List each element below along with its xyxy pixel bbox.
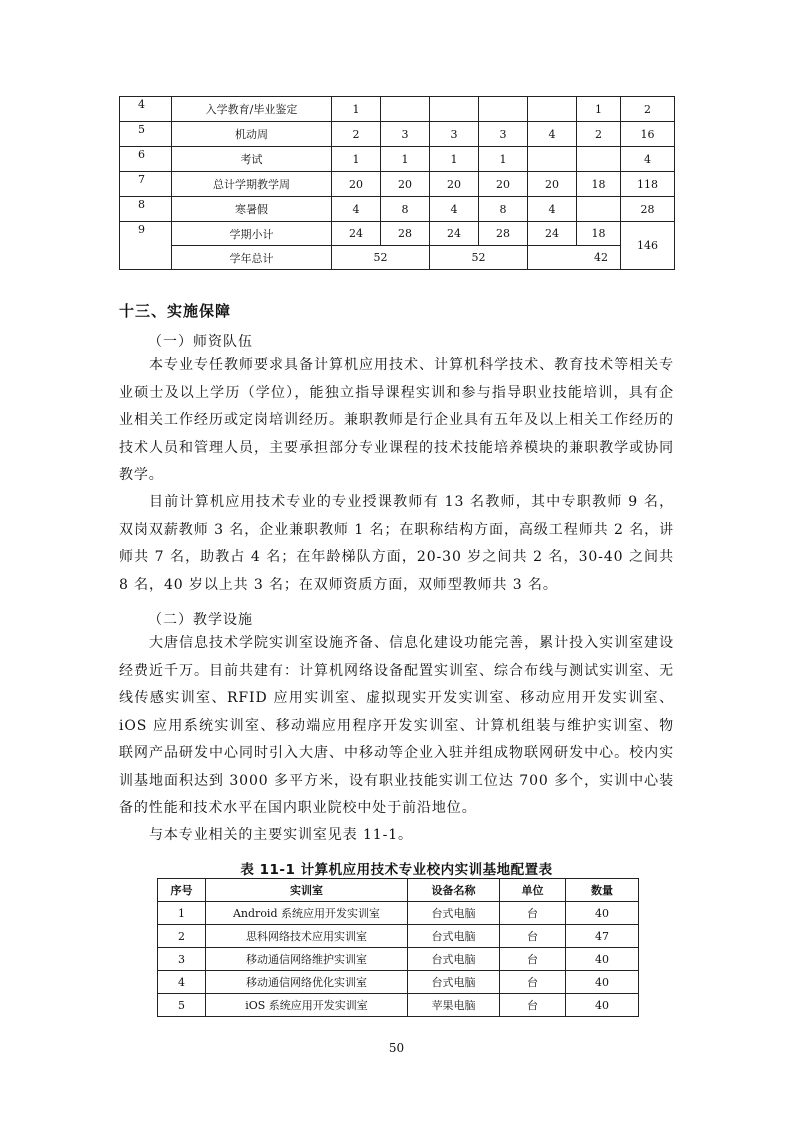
schedule-row (120, 222, 675, 246)
lab-cell: 40 (566, 971, 639, 994)
schedule-row (120, 172, 675, 197)
schedule-row (120, 97, 675, 122)
lab-cell: iOS 系统应用开发实训室 (206, 994, 408, 1017)
total-label: 学年总计 (172, 246, 332, 270)
lab-cell: 4 (158, 971, 206, 994)
section-title: 十三、实施保障 (119, 302, 232, 320)
lab-header: 数量 (566, 879, 639, 902)
lab-cell: 台式电脑 (408, 948, 500, 971)
grand-total: 146 (621, 222, 675, 270)
schedule-cell: 28 (479, 222, 528, 246)
schedule-cell: 20 (479, 172, 528, 197)
schedule-cell: 20 (430, 172, 479, 197)
lab-cell: 3 (158, 948, 206, 971)
row-item: 入学教育/毕业鉴定 (172, 97, 332, 122)
subsection-facilities: （二）教学设施 (148, 612, 253, 628)
schedule-cell (381, 97, 430, 122)
lab-cell: 思科网络技术应用实训室 (206, 925, 408, 948)
schedule-cell: 1 (332, 147, 381, 172)
schedule-cell: 4 (621, 147, 675, 172)
lab-row (158, 902, 639, 925)
schedule-cell: 24 (430, 222, 479, 246)
schedule-cell (577, 197, 621, 222)
year-total-row (120, 246, 675, 270)
schedule-cell: 8 (381, 197, 430, 222)
schedule-cell: 2 (621, 97, 675, 122)
lab-cell: 台式电脑 (408, 971, 500, 994)
schedule-row (120, 122, 675, 147)
row-item: 寒暑假 (172, 197, 332, 222)
page-number: 50 (388, 1041, 405, 1055)
schedule-cell: 20 (332, 172, 381, 197)
year-total: 52 (332, 246, 430, 270)
schedule-cell: 2 (577, 122, 621, 147)
lab-cell: 台 (500, 994, 566, 1017)
lab-cell: 台 (500, 948, 566, 971)
schedule-table (119, 96, 675, 270)
lab-header: 序号 (158, 879, 206, 902)
schedule-cell: 20 (381, 172, 430, 197)
schedule-cell: 16 (621, 122, 675, 147)
row-number: 5 (120, 122, 172, 147)
schedule-cell (430, 97, 479, 122)
schedule-cell: 118 (621, 172, 675, 197)
lab-cell: 5 (158, 994, 206, 1017)
schedule-cell (528, 147, 577, 172)
schedule-cell (528, 97, 577, 122)
lab-cell: 40 (566, 994, 639, 1017)
lab-cell: 台 (500, 971, 566, 994)
lab-cell: 移动通信网络优化实训室 (206, 971, 408, 994)
schedule-cell: 28 (381, 222, 430, 246)
schedule-cell: 28 (621, 197, 675, 222)
row-number: 6 (120, 147, 172, 172)
schedule-cell: 3 (430, 122, 479, 147)
row-number: 4 (120, 97, 172, 122)
paragraph-facilities: 大唐信息技术学院实训室设施齐备、信息化建设功能完善，累计投入实训室建设经费近千万。目前共建有：计算机网络设备配置实训室、综合布线与测试实训室、无线传感实训室、RFID 应用实训室、虚拟现实开发实训室、移动应用开发实训室、iOS 应用系统实训室、移动端应用程序开发实训室、计算机组装与维护实训室、物联网产品研发中心同时引入大唐、中移动等企业入驻并组成物联网研发中心。校内实训基地面积达到 3000 多平方米，设有职业技能实训工位达 700 多个，实训中心装备的性能和技术水平在国内职业院校中处于前沿地位。 (119, 635, 674, 816)
lab-cell: Android 系统应用开发实训室 (206, 902, 408, 925)
schedule-cell: 3 (381, 122, 430, 147)
row-item: 学期小计 (172, 222, 332, 246)
schedule-cell: 4 (332, 197, 381, 222)
year-total: 52 (430, 246, 528, 270)
lab-cell: 台式电脑 (408, 902, 500, 925)
schedule-cell: 1 (332, 97, 381, 122)
schedule-row (120, 147, 675, 172)
schedule-cell: 18 (577, 222, 621, 246)
schedule-cell: 1 (577, 97, 621, 122)
paragraph-table-reference: 与本专业相关的主要实训室见表 11-1。 (149, 827, 413, 843)
row-number: 8 (120, 197, 172, 222)
lab-row (158, 994, 639, 1017)
schedule-cell: 18 (577, 172, 621, 197)
lab-header: 设备名称 (408, 879, 500, 902)
lab-cell: 台 (500, 902, 566, 925)
row-item: 总计学期教学周 (172, 172, 332, 197)
lab-cell: 苹果电脑 (408, 994, 500, 1017)
schedule-cell: 1 (430, 147, 479, 172)
schedule-cell: 4 (430, 197, 479, 222)
lab-cell: 台 (500, 925, 566, 948)
lab-cell: 台式电脑 (408, 925, 500, 948)
lab-cell: 47 (566, 925, 639, 948)
schedule-cell (577, 147, 621, 172)
paragraph-teacher-stats: 目前计算机应用技术专业的专业授课教师有 13 名教师，其中专职教师 9 名，双岗双薪教师 3 名，企业兼职教师 1 名；在职称结构方面，高级工程师共 2 名，讲师共 7 名，助教占 4 名；在年龄梯队方面，20-30 岁之间共 2 名，30-40 之间共 8 名，40 岁以上共 3 名；在双师资质方面，双师型教师共 3 名。 (119, 494, 674, 593)
row-number: 9 (120, 222, 172, 270)
schedule-cell: 1 (479, 147, 528, 172)
lab-table (157, 878, 639, 1017)
row-item: 机动周 (172, 122, 332, 147)
schedule-cell: 8 (479, 197, 528, 222)
schedule-row (120, 197, 675, 222)
lab-cell: 2 (158, 925, 206, 948)
lab-row (158, 925, 639, 948)
schedule-cell: 24 (332, 222, 381, 246)
year-total: 42 (528, 246, 675, 270)
subsection-teachers: （一）师资队伍 (148, 334, 253, 350)
lab-cell: 1 (158, 902, 206, 925)
schedule-cell: 3 (479, 122, 528, 147)
paragraph-teacher-requirements: 本专业专任教师要求具备计算机应用技术、计算机科学技术、教育技术等相关专业硕士及以上学历（学位），能独立指导课程实训和参与指导职业技能培训，具有企业相关工作经历或定岗培训经历。兼职教师是行企业具有五年及以上相关工作经历的技术人员和管理人员，主要承担部分专业课程的技术技能培养模块的兼职教学或协同教学。 (119, 357, 674, 483)
schedule-cell: 1 (381, 147, 430, 172)
schedule-cell: 2 (332, 122, 381, 147)
lab-cell: 40 (566, 948, 639, 971)
lab-cell: 40 (566, 902, 639, 925)
lab-cell: 移动通信网络维护实训室 (206, 948, 408, 971)
lab-row (158, 948, 639, 971)
schedule-cell: 4 (528, 197, 577, 222)
lab-row (158, 971, 639, 994)
schedule-cell: 20 (528, 172, 577, 197)
table-caption: 表 11-1 计算机应用技术专业校内实训基地配置表 (240, 862, 553, 878)
lab-header: 实训室 (206, 879, 408, 902)
row-number: 7 (120, 172, 172, 197)
schedule-cell (479, 97, 528, 122)
schedule-cell: 4 (528, 122, 577, 147)
schedule-cell: 24 (528, 222, 577, 246)
lab-header: 单位 (500, 879, 566, 902)
row-item: 考试 (172, 147, 332, 172)
